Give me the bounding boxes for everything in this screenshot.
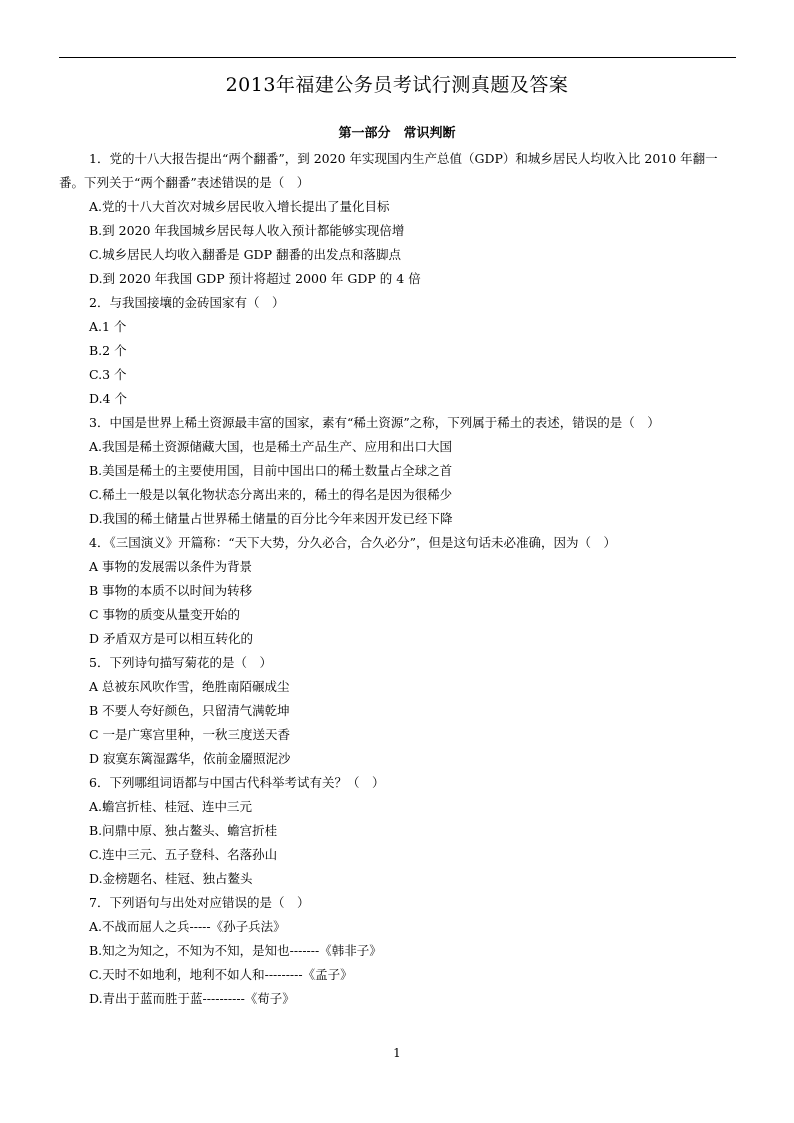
answer-option: A.蟾宫折桂、桂冠、连中三元 — [89, 799, 253, 814]
question-block — [59, 411, 735, 531]
question-stem: 6．下列哪组词语都与中国古代科举考试有关？（ ） — [89, 775, 385, 790]
answer-option: A 事物的发展需以条件为背景 — [89, 559, 253, 574]
question-stem: 4．《三国演义》开篇称：“天下大势，分久必合，合久必分”，但是这句话未必准确，因为（ ） — [89, 535, 616, 550]
answer-option: D.到 2020 年我国 GDP 预计将超过 2000 年 GDP 的 4 倍 — [89, 271, 421, 286]
answer-option: B.到 2020 年我国城乡居民每人收入预计都能够实现倍增 — [89, 223, 405, 238]
answer-option: D.青出于蓝而胜于蓝----------《荀子》 — [89, 991, 295, 1006]
page-number: 1 — [393, 1046, 401, 1060]
answer-option: B 不要人夸好颜色，只留清气满乾坤 — [89, 703, 290, 718]
question-list — [59, 147, 735, 1011]
question-stem: 7．下列语句与出处对应错误的是（ ） — [89, 895, 310, 910]
document-title: 2013年福建公务员考试行测真题及答案 — [225, 74, 569, 96]
answer-option: B.知之为知之，不知为不知，是知也-------《韩非子》 — [89, 943, 382, 958]
answer-option: A.我国是稀土资源储藏大国，也是稀土产品生产、应用和出口大国 — [89, 439, 453, 454]
answer-option: C.3 个 — [89, 367, 127, 382]
answer-option: D.我国的稀土储量占世界稀土储量的百分比今年来因开发已经下降 — [89, 511, 453, 526]
question-block — [59, 531, 735, 651]
question-block — [59, 771, 735, 891]
answer-option: D.金榜题名、桂冠、独占鳌头 — [89, 871, 253, 886]
question-stem: 2．与我国接壤的金砖国家有（ ） — [89, 295, 285, 310]
answer-option: C.天时不如地利，地利不如人和---------《孟子》 — [89, 967, 353, 982]
answer-option: A.不战而屈人之兵-----《孙子兵法》 — [89, 919, 286, 934]
answer-option: C.城乡居民人均收入翻番是 GDP 翻番的出发点和落脚点 — [89, 247, 401, 262]
header-rule — [59, 57, 736, 58]
answer-option: C.稀土一般是以氧化物状态分离出来的，稀土的得名是因为很稀少 — [89, 487, 453, 502]
question-block — [59, 147, 735, 291]
section-title: 第一部分 常识判断 — [338, 126, 456, 141]
question-block — [59, 291, 735, 411]
answer-option: C 事物的质变从量变开始的 — [89, 607, 241, 622]
answer-option: B 事物的本质不以时间为转移 — [89, 583, 253, 598]
answer-option: B.美国是稀土的主要使用国，目前中国出口的稀土数量占全球之首 — [89, 463, 453, 478]
answer-option: D.4 个 — [89, 391, 127, 406]
question-block — [59, 651, 735, 771]
answer-option: C 一是广寒宫里种，一秋三度送天香 — [89, 727, 291, 742]
answer-option: D 寂寞东篱湿露华，依前金靥照泥沙 — [89, 751, 291, 766]
answer-option: D 矛盾双方是可以相互转化的 — [89, 631, 253, 646]
answer-option: C.连中三元、五子登科、名落孙山 — [89, 847, 278, 862]
question-stem: 3．中国是世界上稀土资源最丰富的国家，素有“稀土资源”之称，下列属于稀土的表述，错误的是（ ） — [89, 415, 660, 430]
answer-option: A.1 个 — [89, 319, 127, 334]
answer-option: A.党的十八大首次对城乡居民收入增长提出了量化目标 — [89, 199, 390, 214]
question-block — [59, 891, 735, 1011]
answer-option: A 总被东风吹作雪，绝胜南陌碾成尘 — [89, 679, 290, 694]
question-stem: 1．党的十八大报告提出“两个翻番”，到 2020 年实现国内生产总值（GDP）和城乡居民人均收入比 2010 年翻一番。下列关于“两个翻番”表述错误的是（ ） — [59, 151, 718, 190]
answer-option: B.2 个 — [89, 343, 127, 358]
question-stem: 5．下列诗句描写菊花的是（ ） — [89, 655, 272, 670]
answer-option: B.问鼎中原、独占鳌头、蟾宫折桂 — [89, 823, 278, 838]
